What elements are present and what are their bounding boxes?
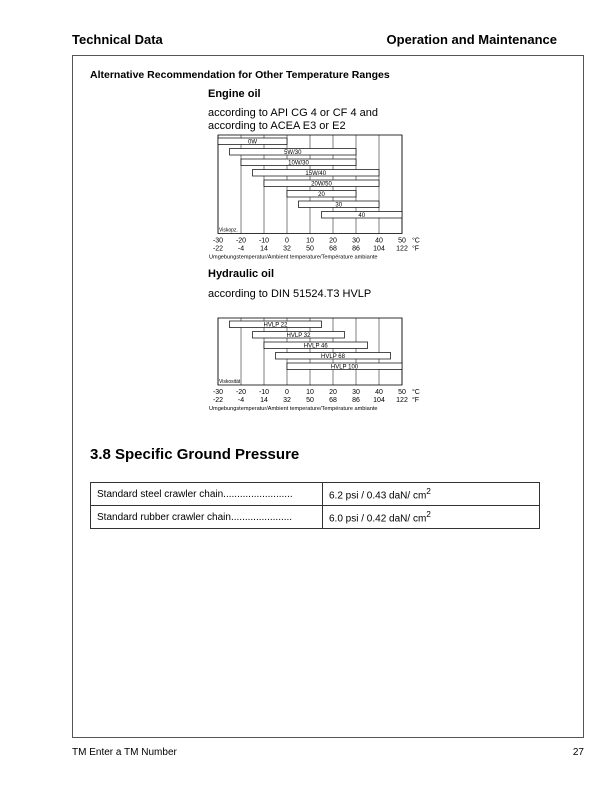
tick-label-fahrenheit: 32 (283, 245, 291, 253)
tick-label-celsius: -10 (258, 389, 270, 396)
unit-superscript: 2 (426, 509, 431, 520)
axis-label: Umgebungstemperatur/Ambient temperature/Température ambiante (209, 406, 378, 412)
tick-label-fahrenheit: 86 (352, 397, 360, 404)
tick-label-celsius: 40 (375, 237, 383, 245)
header-manual-title: Operation and Maintenance (386, 32, 557, 47)
range-bar-label: 30 (335, 202, 343, 209)
tick-label-fahrenheit: 50 (306, 397, 314, 404)
viscosity-label: Viskosität (219, 379, 241, 385)
header-section-title: Technical Data (72, 32, 163, 47)
range-bar-label: HVLP 100 (330, 364, 359, 371)
range-bar-label: 5W/30 (284, 150, 302, 157)
hydraulic-oil-title: Hydraulic oil (208, 268, 275, 280)
tick-label-fahrenheit: 14 (260, 245, 268, 253)
tick-label-fahrenheit: -22 (212, 397, 224, 404)
hydraulic-oil-spec-line: according to DIN 51524.T3 HVLP (208, 288, 372, 300)
viscosity-label: Viskopz. (219, 227, 238, 234)
pressure-label: Standard rubber crawler chain...................... (91, 506, 323, 529)
engine-oil-spec-line: according to ACEA E3 or E2 (208, 120, 346, 132)
tick-label-fahrenheit: 68 (329, 397, 337, 404)
subtitle: Alternative Recommendation for Other Temperature Ranges (90, 69, 390, 81)
tick-label-celsius: -30 (212, 237, 224, 245)
tick-label-fahrenheit: -4 (237, 397, 245, 404)
range-bar-label: 15W/40 (305, 171, 327, 178)
tick-label-celsius: 10 (306, 237, 314, 245)
tick-label-celsius: -10 (258, 237, 270, 245)
tick-label-fahrenheit: 86 (352, 245, 360, 253)
table-row (91, 506, 540, 529)
section-title: 3.8 Specific Ground Pressure (90, 446, 300, 463)
tick-label-fahrenheit: 104 (373, 397, 385, 404)
range-bar-label: HVLP 68 (321, 354, 345, 361)
tick-label-celsius: -20 (235, 237, 247, 245)
tick-label-celsius: 50 (398, 389, 406, 396)
tick-label-celsius: 40 (375, 389, 383, 396)
unit-fahrenheit: °F (412, 245, 420, 253)
table-row (91, 483, 540, 506)
tick-label-celsius: -20 (235, 389, 247, 396)
tick-label-fahrenheit: 122 (396, 245, 408, 253)
tick-label-fahrenheit: -22 (212, 245, 224, 253)
tick-label-celsius: 30 (352, 237, 360, 245)
pressure-label: Standard steel crawler chain......................... (91, 483, 323, 506)
range-bar-label: 20 (318, 192, 325, 199)
pressure-value-text: 6.0 psi / 0.42 daN/ cm (329, 513, 427, 525)
tick-label-celsius: 20 (329, 237, 337, 245)
unit-superscript: 2 (426, 486, 431, 497)
tick-label-celsius: 10 (306, 389, 314, 396)
range-bar-label: HVLP 46 (303, 343, 328, 350)
range-bar-label: HVLP 32 (286, 333, 311, 340)
tick-label-celsius: -30 (212, 389, 224, 396)
tick-label-fahrenheit: -4 (237, 245, 245, 253)
range-bar-label: HVLP 22 (263, 322, 288, 329)
engine-oil-title: Engine oil (208, 88, 261, 100)
range-bar-label: 20W/50 (311, 181, 332, 188)
tick-label-celsius: 50 (398, 237, 406, 245)
hydraulic-oil-chart (200, 316, 430, 422)
ground-pressure-table (90, 482, 540, 529)
tick-label-fahrenheit: 14 (260, 397, 268, 404)
pressure-value (323, 506, 540, 529)
engine-oil-spec-line: according to API CG 4 or CF 4 and (208, 107, 378, 119)
footer-tm-number: TM Enter a TM Number (72, 747, 177, 758)
tick-label-fahrenheit: 122 (396, 397, 408, 404)
unit-celsius: °C (412, 389, 420, 396)
tick-label-celsius: 20 (329, 389, 337, 396)
range-bar-label: 10W/30 (288, 160, 309, 167)
axis-label: Umgebungstemperatur/Ambient temperature/Température ambiante (209, 254, 378, 261)
engine-oil-chart (200, 133, 430, 261)
unit-celsius: °C (412, 237, 420, 245)
tick-label-celsius: 30 (352, 389, 360, 396)
tick-label-fahrenheit: 104 (373, 245, 385, 253)
pressure-value (323, 483, 540, 506)
tick-label-fahrenheit: 68 (329, 245, 337, 253)
page-number: 27 (572, 747, 584, 758)
tick-label-fahrenheit: 32 (283, 397, 291, 404)
pressure-value-text: 6.2 psi / 0.43 daN/ cm (329, 490, 427, 502)
unit-fahrenheit: °F (412, 397, 420, 404)
range-bar-label: 40 (358, 213, 366, 220)
range-bar-label: 0W (248, 139, 257, 146)
tick-label-fahrenheit: 50 (306, 245, 314, 253)
tick-label-celsius: 0 (285, 389, 289, 396)
tick-label-celsius: 0 (285, 237, 289, 245)
